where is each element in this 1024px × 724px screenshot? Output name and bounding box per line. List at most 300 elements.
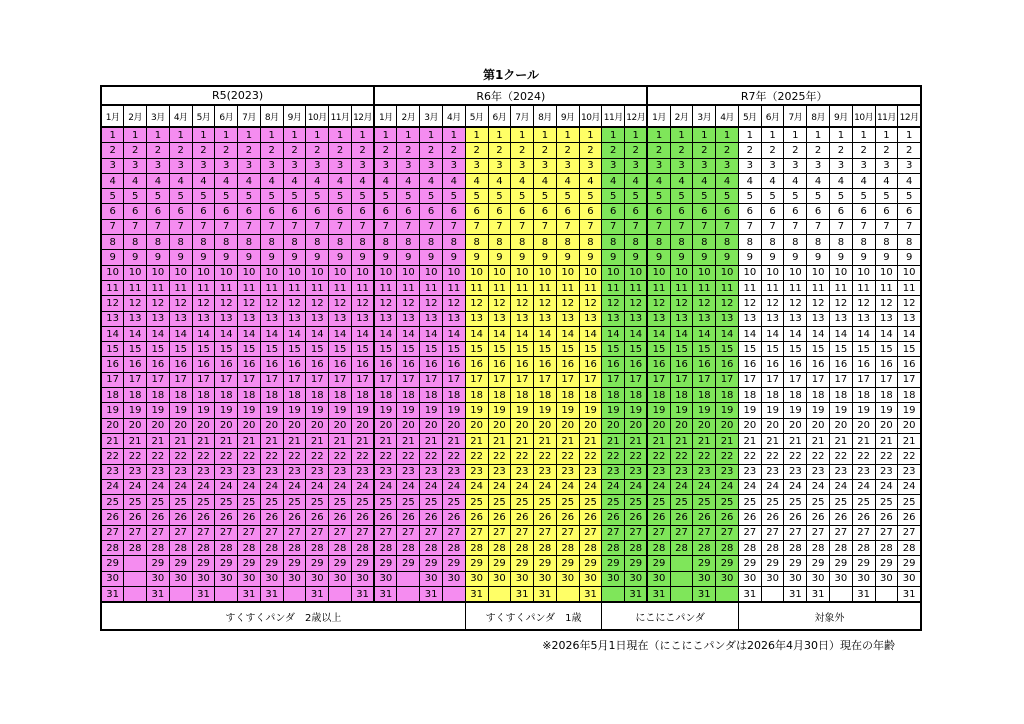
day-cell: 10 (260, 265, 283, 280)
day-cell: 22 (306, 449, 329, 464)
day-cell: 13 (169, 311, 192, 326)
day-cell: 16 (602, 357, 625, 372)
day-cell: 15 (397, 342, 420, 357)
day-cell: 5 (511, 189, 534, 204)
day-cell: 28 (374, 541, 397, 556)
day-cell: 20 (397, 418, 420, 433)
day-cell: 16 (420, 357, 443, 372)
day-cell: 8 (784, 235, 807, 250)
day-cell: 6 (898, 204, 921, 219)
day-cell: 21 (534, 433, 557, 448)
day-cell: 4 (488, 173, 511, 188)
page-title: 第1クール (482, 68, 540, 82)
day-cell (329, 586, 352, 602)
day-cell: 11 (807, 280, 830, 295)
day-cell: 16 (169, 357, 192, 372)
day-cell: 24 (647, 479, 670, 494)
day-cell: 12 (192, 296, 215, 311)
day-cell: 5 (306, 189, 329, 204)
day-cell: 22 (397, 449, 420, 464)
day-cell: 14 (351, 326, 374, 341)
day-cell: 1 (306, 127, 329, 143)
day-cell: 16 (625, 357, 648, 372)
day-cell: 4 (852, 173, 875, 188)
day-cell: 11 (511, 280, 534, 295)
day-cell: 8 (147, 235, 170, 250)
day-cell: 4 (351, 173, 374, 188)
day-cell: 14 (579, 326, 602, 341)
day-cell: 6 (465, 204, 488, 219)
day-row (101, 403, 921, 418)
day-cell: 11 (283, 280, 306, 295)
day-cell: 20 (579, 418, 602, 433)
day-cell: 18 (625, 388, 648, 403)
day-cell: 5 (647, 189, 670, 204)
day-cell: 23 (101, 464, 124, 479)
day-cell: 28 (238, 541, 261, 556)
day-cell: 17 (488, 372, 511, 387)
year-header-r5: R5(2023) (101, 86, 374, 105)
day-cell: 2 (875, 143, 898, 158)
day-cell: 27 (260, 525, 283, 540)
day-cell: 28 (488, 541, 511, 556)
day-cell: 26 (579, 510, 602, 525)
day-cell: 17 (602, 372, 625, 387)
day-cell: 29 (852, 556, 875, 571)
day-cell: 9 (693, 250, 716, 265)
month-header: 3月 (420, 105, 443, 127)
month-header: 4月 (716, 105, 739, 127)
day-cell: 16 (101, 357, 124, 372)
day-cell: 8 (556, 235, 579, 250)
day-cell: 12 (738, 296, 761, 311)
day-cell: 30 (215, 571, 238, 586)
day-row (101, 510, 921, 525)
day-cell: 20 (306, 418, 329, 433)
day-cell: 10 (192, 265, 215, 280)
day-cell: 3 (670, 158, 693, 173)
year-header-r7: R7年（2025年） (647, 86, 921, 105)
day-cell: 18 (693, 388, 716, 403)
day-cell: 22 (101, 449, 124, 464)
day-cell: 25 (625, 495, 648, 510)
month-header: 12月 (625, 105, 648, 127)
day-cell: 27 (465, 525, 488, 540)
day-cell: 17 (101, 372, 124, 387)
month-header: 3月 (147, 105, 170, 127)
day-cell: 24 (875, 479, 898, 494)
day-cell: 15 (534, 342, 557, 357)
day-cell: 23 (830, 464, 853, 479)
day-cell: 7 (556, 219, 579, 234)
day-cell: 17 (898, 372, 921, 387)
day-cell: 5 (169, 189, 192, 204)
day-cell: 6 (579, 204, 602, 219)
day-cell: 23 (420, 464, 443, 479)
day-cell: 3 (716, 158, 739, 173)
day-row (101, 173, 921, 188)
day-cell: 1 (761, 127, 784, 143)
day-cell: 17 (124, 372, 147, 387)
day-cell: 13 (488, 311, 511, 326)
day-cell: 27 (442, 525, 465, 540)
day-cell: 16 (852, 357, 875, 372)
day-cell: 27 (534, 525, 557, 540)
day-cell: 18 (852, 388, 875, 403)
day-cell: 23 (306, 464, 329, 479)
day-cell: 19 (374, 403, 397, 418)
month-header: 8月 (807, 105, 830, 127)
month-header: 9月 (556, 105, 579, 127)
day-cell: 8 (807, 235, 830, 250)
day-cell: 30 (238, 571, 261, 586)
day-cell: 28 (260, 541, 283, 556)
day-cell (761, 586, 784, 602)
day-cell: 20 (875, 418, 898, 433)
day-cell: 19 (329, 403, 352, 418)
day-cell: 12 (329, 296, 352, 311)
day-cell: 9 (169, 250, 192, 265)
day-cell: 26 (670, 510, 693, 525)
day-cell: 31 (465, 586, 488, 602)
day-cell: 28 (556, 541, 579, 556)
day-row (101, 433, 921, 448)
day-row (101, 280, 921, 295)
day-cell: 6 (283, 204, 306, 219)
day-cell: 2 (534, 143, 557, 158)
day-cell: 14 (625, 326, 648, 341)
day-cell: 30 (260, 571, 283, 586)
day-cell (670, 556, 693, 571)
day-cell: 5 (761, 189, 784, 204)
day-cell: 10 (215, 265, 238, 280)
day-cell: 22 (192, 449, 215, 464)
day-cell: 8 (852, 235, 875, 250)
day-cell: 5 (852, 189, 875, 204)
day-cell: 14 (260, 326, 283, 341)
day-cell: 7 (738, 219, 761, 234)
day-cell: 4 (442, 173, 465, 188)
day-cell: 12 (215, 296, 238, 311)
day-cell: 7 (488, 219, 511, 234)
day-cell: 4 (830, 173, 853, 188)
day-cell: 3 (169, 158, 192, 173)
day-cell: 5 (283, 189, 306, 204)
day-cell: 25 (192, 495, 215, 510)
day-cell: 14 (306, 326, 329, 341)
day-cell: 15 (169, 342, 192, 357)
month-header: 8月 (260, 105, 283, 127)
day-cell: 29 (693, 556, 716, 571)
day-cell: 17 (761, 372, 784, 387)
day-cell: 6 (716, 204, 739, 219)
day-cell: 1 (101, 127, 124, 143)
day-cell: 9 (670, 250, 693, 265)
day-cell: 2 (602, 143, 625, 158)
day-cell: 18 (898, 388, 921, 403)
day-cell: 18 (238, 388, 261, 403)
day-cell: 15 (875, 342, 898, 357)
day-cell: 19 (830, 403, 853, 418)
day-cell: 30 (716, 571, 739, 586)
day-cell: 19 (169, 403, 192, 418)
day-cell: 26 (192, 510, 215, 525)
day-cell: 9 (420, 250, 443, 265)
day-cell: 18 (830, 388, 853, 403)
day-cell: 6 (169, 204, 192, 219)
day-cell: 1 (511, 127, 534, 143)
day-cell: 29 (807, 556, 830, 571)
day-cell: 14 (693, 326, 716, 341)
day-cell: 3 (761, 158, 784, 173)
day-cell: 24 (556, 479, 579, 494)
day-cell: 22 (830, 449, 853, 464)
day-cell (670, 586, 693, 602)
day-cell: 17 (238, 372, 261, 387)
day-cell: 10 (306, 265, 329, 280)
day-row (101, 158, 921, 173)
day-cell: 6 (101, 204, 124, 219)
day-cell: 26 (556, 510, 579, 525)
day-cell: 2 (511, 143, 534, 158)
day-cell: 18 (807, 388, 830, 403)
day-cell: 25 (374, 495, 397, 510)
day-cell: 10 (511, 265, 534, 280)
day-cell: 11 (647, 280, 670, 295)
day-cell: 24 (238, 479, 261, 494)
day-cell: 11 (306, 280, 329, 295)
day-cell: 19 (579, 403, 602, 418)
day-cell: 11 (556, 280, 579, 295)
day-cell: 22 (556, 449, 579, 464)
day-cell: 2 (647, 143, 670, 158)
day-cell: 16 (442, 357, 465, 372)
day-cell: 28 (625, 541, 648, 556)
day-cell: 10 (898, 265, 921, 280)
day-cell: 15 (693, 342, 716, 357)
day-cell: 4 (898, 173, 921, 188)
day-cell (283, 586, 306, 602)
day-cell: 4 (124, 173, 147, 188)
day-cell: 10 (670, 265, 693, 280)
day-cell: 2 (420, 143, 443, 158)
day-cell: 9 (351, 250, 374, 265)
day-cell: 1 (283, 127, 306, 143)
day-cell: 16 (534, 357, 557, 372)
day-cell: 26 (830, 510, 853, 525)
day-cell: 20 (602, 418, 625, 433)
day-cell: 19 (875, 403, 898, 418)
day-cell: 29 (830, 556, 853, 571)
day-cell: 11 (351, 280, 374, 295)
day-cell: 14 (124, 326, 147, 341)
day-cell (670, 571, 693, 586)
day-cell: 16 (192, 357, 215, 372)
day-cell: 13 (830, 311, 853, 326)
day-cell: 24 (579, 479, 602, 494)
day-cell: 23 (442, 464, 465, 479)
day-cell: 28 (397, 541, 420, 556)
day-row (101, 571, 921, 586)
day-cell: 27 (192, 525, 215, 540)
day-cell: 24 (124, 479, 147, 494)
day-cell: 2 (192, 143, 215, 158)
day-cell: 27 (124, 525, 147, 540)
day-cell: 10 (602, 265, 625, 280)
day-cell: 20 (852, 418, 875, 433)
day-cell: 2 (306, 143, 329, 158)
day-cell: 24 (784, 479, 807, 494)
day-cell: 10 (442, 265, 465, 280)
day-cell: 13 (215, 311, 238, 326)
day-cell: 3 (898, 158, 921, 173)
day-cell: 4 (215, 173, 238, 188)
day-cell: 13 (101, 311, 124, 326)
day-cell: 9 (238, 250, 261, 265)
day-cell: 16 (374, 357, 397, 372)
day-cell: 19 (852, 403, 875, 418)
day-cell: 30 (511, 571, 534, 586)
day-row (101, 464, 921, 479)
day-cell: 13 (465, 311, 488, 326)
day-cell: 16 (647, 357, 670, 372)
day-cell: 23 (898, 464, 921, 479)
day-cell: 1 (238, 127, 261, 143)
day-cell: 22 (488, 449, 511, 464)
day-cell: 8 (238, 235, 261, 250)
month-header: 5月 (192, 105, 215, 127)
day-cell: 27 (329, 525, 352, 540)
day-cell: 6 (761, 204, 784, 219)
day-cell: 18 (556, 388, 579, 403)
day-cell: 17 (579, 372, 602, 387)
day-cell: 5 (488, 189, 511, 204)
day-cell: 6 (830, 204, 853, 219)
day-cell: 10 (534, 265, 557, 280)
day-cell: 27 (898, 525, 921, 540)
day-cell: 10 (238, 265, 261, 280)
day-cell: 8 (283, 235, 306, 250)
day-cell: 2 (807, 143, 830, 158)
day-cell: 8 (215, 235, 238, 250)
day-cell: 27 (306, 525, 329, 540)
day-cell: 12 (716, 296, 739, 311)
day-cell: 12 (465, 296, 488, 311)
day-cell: 18 (192, 388, 215, 403)
day-cell: 28 (534, 541, 557, 556)
day-cell: 26 (169, 510, 192, 525)
day-cell: 15 (442, 342, 465, 357)
day-cell: 25 (670, 495, 693, 510)
day-cell: 15 (511, 342, 534, 357)
day-cell: 17 (374, 372, 397, 387)
day-cell: 19 (238, 403, 261, 418)
day-cell: 22 (465, 449, 488, 464)
footnote: ※2026年5月1日現在（にこにこパンダは2026年4月30日）現在の年齢 (542, 639, 895, 652)
day-cell: 19 (625, 403, 648, 418)
day-cell: 30 (192, 571, 215, 586)
day-cell: 18 (511, 388, 534, 403)
day-cell: 12 (670, 296, 693, 311)
day-cell: 14 (898, 326, 921, 341)
day-cell: 9 (807, 250, 830, 265)
day-cell: 1 (898, 127, 921, 143)
day-cell: 21 (397, 433, 420, 448)
day-cell: 30 (329, 571, 352, 586)
day-cell: 13 (147, 311, 170, 326)
month-header: 9月 (830, 105, 853, 127)
day-cell: 4 (465, 173, 488, 188)
day-cell: 11 (192, 280, 215, 295)
day-cell: 17 (329, 372, 352, 387)
day-cell: 7 (283, 219, 306, 234)
day-cell: 3 (147, 158, 170, 173)
day-cell: 7 (192, 219, 215, 234)
day-cell: 15 (602, 342, 625, 357)
day-cell: 9 (215, 250, 238, 265)
day-cell: 1 (397, 127, 420, 143)
day-cell: 16 (830, 357, 853, 372)
day-cell: 13 (579, 311, 602, 326)
day-cell: 30 (738, 571, 761, 586)
day-cell: 25 (534, 495, 557, 510)
day-cell: 4 (807, 173, 830, 188)
day-cell: 8 (374, 235, 397, 250)
day-cell: 14 (716, 326, 739, 341)
day-cell: 21 (238, 433, 261, 448)
day-cell: 21 (875, 433, 898, 448)
day-cell: 4 (875, 173, 898, 188)
day-cell: 28 (852, 541, 875, 556)
day-cell: 21 (738, 433, 761, 448)
day-cell: 7 (761, 219, 784, 234)
day-cell: 9 (830, 250, 853, 265)
day-cell: 16 (329, 357, 352, 372)
day-row (101, 586, 921, 602)
day-cell: 20 (260, 418, 283, 433)
day-cell: 7 (147, 219, 170, 234)
day-cell: 4 (329, 173, 352, 188)
day-cell: 27 (693, 525, 716, 540)
day-cell: 13 (625, 311, 648, 326)
day-cell: 31 (147, 586, 170, 602)
day-cell: 1 (169, 127, 192, 143)
day-cell: 10 (738, 265, 761, 280)
day-cell: 24 (351, 479, 374, 494)
day-cell: 18 (260, 388, 283, 403)
day-cell: 20 (147, 418, 170, 433)
day-cell: 8 (875, 235, 898, 250)
day-cell: 2 (784, 143, 807, 158)
day-cell: 6 (147, 204, 170, 219)
day-cell: 27 (716, 525, 739, 540)
day-cell: 19 (534, 403, 557, 418)
day-cell: 3 (534, 158, 557, 173)
day-cell: 14 (784, 326, 807, 341)
day-cell: 12 (397, 296, 420, 311)
day-cell: 17 (215, 372, 238, 387)
month-header: 8月 (534, 105, 557, 127)
day-cell: 11 (124, 280, 147, 295)
day-cell: 31 (260, 586, 283, 602)
legend-row (101, 602, 921, 630)
day-cell: 24 (716, 479, 739, 494)
day-cell: 14 (101, 326, 124, 341)
day-cell: 11 (625, 280, 648, 295)
day-cell: 26 (124, 510, 147, 525)
birth-month-table (100, 85, 922, 631)
day-cell: 25 (283, 495, 306, 510)
